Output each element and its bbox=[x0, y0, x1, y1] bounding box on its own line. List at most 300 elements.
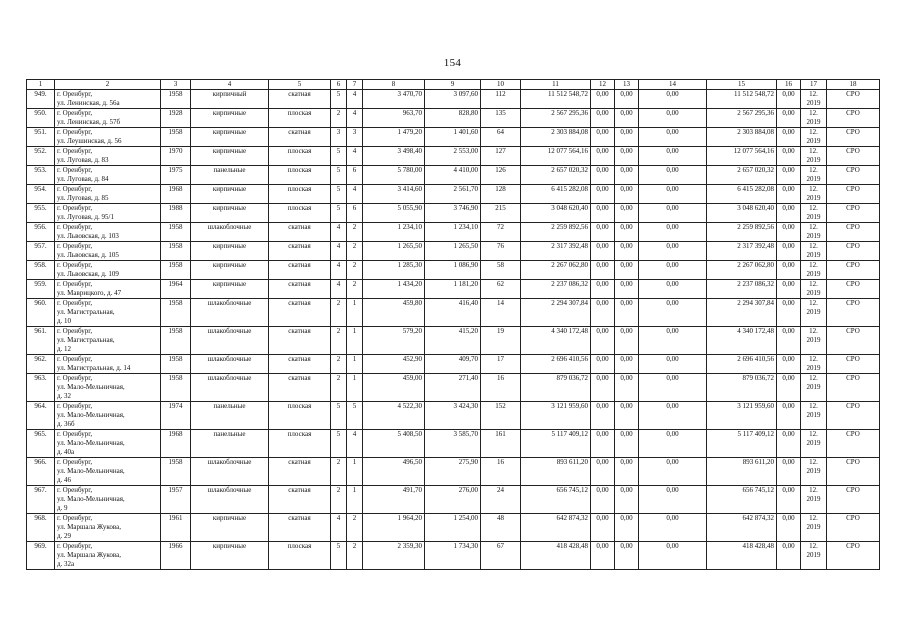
entrances-cell: 4 bbox=[347, 185, 363, 204]
table-row bbox=[27, 514, 880, 542]
total-area-cell: 459,80 bbox=[363, 299, 425, 327]
living-area-cell: 415,20 bbox=[425, 327, 481, 355]
address-line: д. 32 bbox=[57, 392, 72, 400]
planned-period-line: 2019 bbox=[806, 194, 821, 202]
repair-cost-cell: 6 415 282,08 bbox=[521, 185, 591, 204]
residents-cell: 24 bbox=[481, 486, 521, 514]
repair-cost-cell: 893 611,20 bbox=[521, 458, 591, 486]
total-area-cell: 5 408,50 bbox=[363, 430, 425, 458]
entrances-cell: 4 bbox=[347, 109, 363, 128]
value-col14-cell: 0,00 bbox=[639, 242, 707, 261]
address-cell bbox=[55, 204, 161, 223]
address-line: г. Оренбург, bbox=[57, 402, 93, 410]
address-line: г. Оренбург, bbox=[57, 514, 93, 522]
planned-period-cell bbox=[801, 223, 827, 242]
living-area-cell: 828,80 bbox=[425, 109, 481, 128]
planned-period-cell bbox=[801, 166, 827, 185]
planned-period-cell bbox=[801, 486, 827, 514]
address-line: д. 10 bbox=[57, 317, 72, 325]
year-built-cell: 1958 bbox=[161, 458, 191, 486]
wall-material-cell: кирпичные bbox=[191, 542, 269, 570]
value-col12-cell: 0,00 bbox=[591, 458, 615, 486]
value-col16-cell: 0,00 bbox=[777, 261, 801, 280]
residents-cell: 17 bbox=[481, 355, 521, 374]
value-col14-cell: 0,00 bbox=[639, 261, 707, 280]
entrances-cell: 2 bbox=[347, 280, 363, 299]
value-col13-cell: 0,00 bbox=[615, 261, 639, 280]
address-line: г. Оренбург, bbox=[57, 204, 93, 212]
year-built-cell: 1958 bbox=[161, 242, 191, 261]
repair-cost-cell: 2 237 086,32 bbox=[521, 280, 591, 299]
planned-period-line: 2019 bbox=[806, 551, 821, 559]
planned-period-line: 2019 bbox=[806, 156, 821, 164]
address-line: г. Оренбург, bbox=[57, 355, 93, 363]
residents-cell: 135 bbox=[481, 109, 521, 128]
value-col13-cell: 0,00 bbox=[615, 223, 639, 242]
planned-period-line: 12. bbox=[809, 147, 818, 155]
address-cell bbox=[55, 280, 161, 299]
living-area-cell: 2 553,00 bbox=[425, 147, 481, 166]
entrances-cell: 5 bbox=[347, 402, 363, 430]
repair-cost-cell: 12 077 564,16 bbox=[521, 147, 591, 166]
value-col16-cell: 0,00 bbox=[777, 486, 801, 514]
value-col16-cell: 0,00 bbox=[777, 430, 801, 458]
planned-period-line: 12. bbox=[809, 514, 818, 522]
planned-period-line: 2019 bbox=[806, 232, 821, 240]
repair-cost-cell: 2 567 295,36 bbox=[521, 109, 591, 128]
roof-type-cell: плоская bbox=[269, 402, 331, 430]
row-number-cell: 959. bbox=[27, 280, 55, 299]
total-cost-cell: 12 077 564,16 bbox=[707, 147, 777, 166]
column-header: 1 bbox=[27, 80, 55, 90]
address-line: г. Оренбург, bbox=[57, 299, 93, 307]
address-line: ул. Луговая, д. 83 bbox=[57, 156, 109, 164]
address-cell bbox=[55, 402, 161, 430]
value-col13-cell: 0,00 bbox=[615, 109, 639, 128]
value-col14-cell: 0,00 bbox=[639, 486, 707, 514]
year-built-cell: 1958 bbox=[161, 355, 191, 374]
planned-period-line: 2019 bbox=[806, 118, 821, 126]
column-header: 15 bbox=[707, 80, 777, 90]
planned-period-cell bbox=[801, 185, 827, 204]
funding-method-cell: СРО bbox=[827, 261, 880, 280]
planned-period-line: 12. bbox=[809, 542, 818, 550]
planned-period-line: 2019 bbox=[806, 336, 821, 344]
residents-cell: 67 bbox=[481, 542, 521, 570]
entrances-cell: 2 bbox=[347, 223, 363, 242]
address-line: ул. Маврицкого, д. 47 bbox=[57, 289, 122, 297]
address-line: ул. Мало-Мельничная, bbox=[57, 411, 125, 419]
address-cell bbox=[55, 261, 161, 280]
entrances-cell: 6 bbox=[347, 166, 363, 185]
roof-type-cell: плоская bbox=[269, 542, 331, 570]
address-cell bbox=[55, 223, 161, 242]
row-number-cell: 960. bbox=[27, 299, 55, 327]
value-col13-cell: 0,00 bbox=[615, 90, 639, 109]
value-col14-cell: 0,00 bbox=[639, 90, 707, 109]
value-col12-cell: 0,00 bbox=[591, 166, 615, 185]
value-col13-cell: 0,00 bbox=[615, 242, 639, 261]
roof-type-cell: скатная bbox=[269, 299, 331, 327]
roof-type-cell: скатная bbox=[269, 355, 331, 374]
planned-period-line: 12. bbox=[809, 109, 818, 117]
planned-period-line: 12. bbox=[809, 355, 818, 363]
row-number-cell: 965. bbox=[27, 430, 55, 458]
address-cell bbox=[55, 458, 161, 486]
living-area-cell: 1 234,10 bbox=[425, 223, 481, 242]
planned-period-cell bbox=[801, 280, 827, 299]
total-cost-cell: 2 259 892,56 bbox=[707, 223, 777, 242]
entrances-cell: 1 bbox=[347, 458, 363, 486]
address-cell bbox=[55, 185, 161, 204]
repair-cost-cell: 642 874,32 bbox=[521, 514, 591, 542]
total-area-cell: 2 359,30 bbox=[363, 542, 425, 570]
floors-cell: 2 bbox=[331, 355, 347, 374]
total-cost-cell: 2 567 295,36 bbox=[707, 109, 777, 128]
living-area-cell: 3 746,90 bbox=[425, 204, 481, 223]
total-cost-cell: 2 294 307,84 bbox=[707, 299, 777, 327]
planned-period-line: 2019 bbox=[806, 213, 821, 221]
wall-material-cell: кирпичные bbox=[191, 280, 269, 299]
repair-cost-cell: 2 696 410,56 bbox=[521, 355, 591, 374]
floors-cell: 2 bbox=[331, 486, 347, 514]
total-cost-cell: 879 036,72 bbox=[707, 374, 777, 402]
year-built-cell: 1958 bbox=[161, 299, 191, 327]
column-header: 17 bbox=[801, 80, 827, 90]
year-built-cell: 1970 bbox=[161, 147, 191, 166]
value-col13-cell: 0,00 bbox=[615, 166, 639, 185]
roof-type-cell: скатная bbox=[269, 280, 331, 299]
repair-cost-cell: 2 317 392,48 bbox=[521, 242, 591, 261]
value-col13-cell: 0,00 bbox=[615, 355, 639, 374]
entrances-cell: 2 bbox=[347, 542, 363, 570]
living-area-cell: 3 585,70 bbox=[425, 430, 481, 458]
column-header: 7 bbox=[347, 80, 363, 90]
residents-cell: 19 bbox=[481, 327, 521, 355]
table-row bbox=[27, 374, 880, 402]
total-cost-cell: 2 657 020,32 bbox=[707, 166, 777, 185]
address-line: ул. Магистральная, bbox=[57, 336, 115, 344]
planned-period-line: 12. bbox=[809, 261, 818, 269]
address-line: г. Оренбург, bbox=[57, 261, 93, 269]
address-line: ул. Луговая, д. 95/1 bbox=[57, 213, 115, 221]
floors-cell: 4 bbox=[331, 514, 347, 542]
value-col13-cell: 0,00 bbox=[615, 486, 639, 514]
value-col16-cell: 0,00 bbox=[777, 204, 801, 223]
repair-cost-cell: 11 512 548,72 bbox=[521, 90, 591, 109]
roof-type-cell: скатная bbox=[269, 261, 331, 280]
address-line: ул. Магистральная, д. 14 bbox=[57, 364, 131, 372]
wall-material-cell: шлакоблочные bbox=[191, 374, 269, 402]
entrances-cell: 4 bbox=[347, 147, 363, 166]
year-built-cell: 1968 bbox=[161, 430, 191, 458]
funding-method-cell: СРО bbox=[827, 223, 880, 242]
address-line: г. Оренбург, bbox=[57, 128, 93, 136]
repair-cost-cell: 3 048 620,40 bbox=[521, 204, 591, 223]
roof-type-cell: скатная bbox=[269, 514, 331, 542]
address-line: д. 46 bbox=[57, 476, 72, 484]
entrances-cell: 2 bbox=[347, 514, 363, 542]
address-cell bbox=[55, 327, 161, 355]
address-line: д. 9 bbox=[57, 504, 68, 512]
living-area-cell: 3 424,30 bbox=[425, 402, 481, 430]
value-col16-cell: 0,00 bbox=[777, 223, 801, 242]
value-col13-cell: 0,00 bbox=[615, 327, 639, 355]
wall-material-cell: шлакоблочные bbox=[191, 458, 269, 486]
value-col14-cell: 0,00 bbox=[639, 430, 707, 458]
row-number-cell: 961. bbox=[27, 327, 55, 355]
address-line: ул. Мало-Мельничная, bbox=[57, 495, 125, 503]
value-col13-cell: 0,00 bbox=[615, 147, 639, 166]
value-col13-cell: 0,00 bbox=[615, 374, 639, 402]
address-line: ул. Луговая, д. 84 bbox=[57, 175, 109, 183]
planned-period-cell bbox=[801, 261, 827, 280]
planned-period-line: 12. bbox=[809, 128, 818, 136]
wall-material-cell: панельные bbox=[191, 166, 269, 185]
planned-period-cell bbox=[801, 147, 827, 166]
planned-period-line: 2019 bbox=[806, 137, 821, 145]
total-area-cell: 1 265,50 bbox=[363, 242, 425, 261]
value-col16-cell: 0,00 bbox=[777, 374, 801, 402]
value-col12-cell: 0,00 bbox=[591, 514, 615, 542]
repair-cost-cell: 5 117 409,12 bbox=[521, 430, 591, 458]
entrances-cell: 2 bbox=[347, 242, 363, 261]
residents-cell: 14 bbox=[481, 299, 521, 327]
row-number-cell: 952. bbox=[27, 147, 55, 166]
address-line: ул. Мало-Мельничная, bbox=[57, 439, 125, 447]
repair-cost-cell: 2 294 307,84 bbox=[521, 299, 591, 327]
value-col16-cell: 0,00 bbox=[777, 458, 801, 486]
living-area-cell: 1 401,60 bbox=[425, 128, 481, 147]
floors-cell: 3 bbox=[331, 128, 347, 147]
value-col16-cell: 0,00 bbox=[777, 280, 801, 299]
row-number-cell: 967. bbox=[27, 486, 55, 514]
planned-period-line: 12. bbox=[809, 166, 818, 174]
column-header: 9 bbox=[425, 80, 481, 90]
value-col14-cell: 0,00 bbox=[639, 327, 707, 355]
value-col13-cell: 0,00 bbox=[615, 128, 639, 147]
value-col12-cell: 0,00 bbox=[591, 280, 615, 299]
funding-method-cell: СРО bbox=[827, 402, 880, 430]
planned-period-line: 12. bbox=[809, 223, 818, 231]
value-col12-cell: 0,00 bbox=[591, 223, 615, 242]
address-cell bbox=[55, 299, 161, 327]
column-header: 10 bbox=[481, 80, 521, 90]
roof-type-cell: скатная bbox=[269, 223, 331, 242]
wall-material-cell: кирпичные bbox=[191, 147, 269, 166]
floors-cell: 5 bbox=[331, 402, 347, 430]
row-number-cell: 968. bbox=[27, 514, 55, 542]
funding-method-cell: СРО bbox=[827, 109, 880, 128]
living-area-cell: 416,40 bbox=[425, 299, 481, 327]
living-area-cell: 3 097,60 bbox=[425, 90, 481, 109]
planned-period-line: 12. bbox=[809, 90, 818, 98]
value-col12-cell: 0,00 bbox=[591, 402, 615, 430]
value-col12-cell: 0,00 bbox=[591, 327, 615, 355]
living-area-cell: 1 254,00 bbox=[425, 514, 481, 542]
table-row bbox=[27, 128, 880, 147]
address-line: г. Оренбург, bbox=[57, 542, 93, 550]
floors-cell: 5 bbox=[331, 90, 347, 109]
entrances-cell: 1 bbox=[347, 486, 363, 514]
planned-period-line: 2019 bbox=[806, 467, 821, 475]
roof-type-cell: скатная bbox=[269, 458, 331, 486]
living-area-cell: 276,00 bbox=[425, 486, 481, 514]
table-row bbox=[27, 430, 880, 458]
total-area-cell: 5 780,00 bbox=[363, 166, 425, 185]
address-cell bbox=[55, 374, 161, 402]
funding-method-cell: СРО bbox=[827, 90, 880, 109]
year-built-cell: 1966 bbox=[161, 542, 191, 570]
funding-method-cell: СРО bbox=[827, 430, 880, 458]
planned-period-line: 2019 bbox=[806, 175, 821, 183]
address-line: ул. Магистральная, bbox=[57, 308, 115, 316]
row-number-cell: 954. bbox=[27, 185, 55, 204]
value-col16-cell: 0,00 bbox=[777, 327, 801, 355]
year-built-cell: 1957 bbox=[161, 486, 191, 514]
total-area-cell: 1 479,20 bbox=[363, 128, 425, 147]
total-area-cell: 452,90 bbox=[363, 355, 425, 374]
wall-material-cell: шлакоблочные bbox=[191, 486, 269, 514]
address-cell bbox=[55, 486, 161, 514]
residents-cell: 72 bbox=[481, 223, 521, 242]
value-col14-cell: 0,00 bbox=[639, 542, 707, 570]
column-header: 18 bbox=[827, 80, 880, 90]
repair-cost-cell: 3 121 959,60 bbox=[521, 402, 591, 430]
table-body bbox=[27, 90, 880, 570]
floors-cell: 5 bbox=[331, 166, 347, 185]
total-area-cell: 3 414,60 bbox=[363, 185, 425, 204]
total-cost-cell: 2 696 410,56 bbox=[707, 355, 777, 374]
wall-material-cell: кирпичные bbox=[191, 514, 269, 542]
funding-method-cell: СРО bbox=[827, 486, 880, 514]
table-row bbox=[27, 402, 880, 430]
planned-period-cell bbox=[801, 374, 827, 402]
value-col12-cell: 0,00 bbox=[591, 299, 615, 327]
living-area-cell: 1 265,50 bbox=[425, 242, 481, 261]
year-built-cell: 1958 bbox=[161, 128, 191, 147]
value-col12-cell: 0,00 bbox=[591, 242, 615, 261]
table-row bbox=[27, 299, 880, 327]
table-header-row bbox=[27, 80, 880, 90]
funding-method-cell: СРО bbox=[827, 185, 880, 204]
address-line: д. 12 bbox=[57, 345, 72, 353]
value-col16-cell: 0,00 bbox=[777, 402, 801, 430]
total-cost-cell: 642 874,32 bbox=[707, 514, 777, 542]
year-built-cell: 1958 bbox=[161, 90, 191, 109]
planned-period-line: 2019 bbox=[806, 99, 821, 107]
total-cost-cell: 3 048 620,40 bbox=[707, 204, 777, 223]
address-line: д. 40а bbox=[57, 448, 75, 456]
entrances-cell: 2 bbox=[347, 261, 363, 280]
address-line: г. Оренбург, bbox=[57, 458, 93, 466]
value-col16-cell: 0,00 bbox=[777, 166, 801, 185]
planned-period-cell bbox=[801, 458, 827, 486]
wall-material-cell: кирпичные bbox=[191, 128, 269, 147]
address-line: ул. Ленинская, д. 57б bbox=[57, 118, 121, 126]
value-col12-cell: 0,00 bbox=[591, 147, 615, 166]
funding-method-cell: СРО bbox=[827, 166, 880, 185]
address-line: ул. Маршала Жукова, bbox=[57, 551, 121, 559]
address-line: ул. Мало-Мельничная, bbox=[57, 467, 125, 475]
wall-material-cell: кирпичные bbox=[191, 185, 269, 204]
total-area-cell: 459,00 bbox=[363, 374, 425, 402]
planned-period-line: 12. bbox=[809, 374, 818, 382]
roof-type-cell: скатная bbox=[269, 374, 331, 402]
address-cell bbox=[55, 430, 161, 458]
value-col16-cell: 0,00 bbox=[777, 147, 801, 166]
funding-method-cell: СРО bbox=[827, 299, 880, 327]
residents-cell: 48 bbox=[481, 514, 521, 542]
value-col12-cell: 0,00 bbox=[591, 374, 615, 402]
column-header: 4 bbox=[191, 80, 269, 90]
value-col14-cell: 0,00 bbox=[639, 374, 707, 402]
floors-cell: 4 bbox=[331, 242, 347, 261]
planned-period-cell bbox=[801, 90, 827, 109]
total-area-cell: 496,50 bbox=[363, 458, 425, 486]
value-col14-cell: 0,00 bbox=[639, 280, 707, 299]
value-col14-cell: 0,00 bbox=[639, 204, 707, 223]
floors-cell: 4 bbox=[331, 280, 347, 299]
total-area-cell: 3 498,40 bbox=[363, 147, 425, 166]
value-col12-cell: 0,00 bbox=[591, 355, 615, 374]
roof-type-cell: плоская bbox=[269, 430, 331, 458]
table-row bbox=[27, 109, 880, 128]
wall-material-cell: шлакоблочные bbox=[191, 299, 269, 327]
total-cost-cell: 893 611,20 bbox=[707, 458, 777, 486]
table-row bbox=[27, 204, 880, 223]
roof-type-cell: скатная bbox=[269, 128, 331, 147]
floors-cell: 5 bbox=[331, 204, 347, 223]
address-line: г. Оренбург, bbox=[57, 374, 93, 382]
planned-period-line: 12. bbox=[809, 185, 818, 193]
table-row bbox=[27, 185, 880, 204]
column-header: 12 bbox=[591, 80, 615, 90]
value-col14-cell: 0,00 bbox=[639, 147, 707, 166]
value-col16-cell: 0,00 bbox=[777, 90, 801, 109]
entrances-cell: 4 bbox=[347, 90, 363, 109]
row-number-cell: 949. bbox=[27, 90, 55, 109]
repair-cost-cell: 879 036,72 bbox=[521, 374, 591, 402]
funding-method-cell: СРО bbox=[827, 355, 880, 374]
funding-method-cell: СРО bbox=[827, 374, 880, 402]
value-col12-cell: 0,00 bbox=[591, 128, 615, 147]
planned-period-line: 12. bbox=[809, 299, 818, 307]
address-cell bbox=[55, 355, 161, 374]
floors-cell: 5 bbox=[331, 185, 347, 204]
planned-period-line: 2019 bbox=[806, 270, 821, 278]
address-line: г. Оренбург, bbox=[57, 147, 93, 155]
value-col12-cell: 0,00 bbox=[591, 185, 615, 204]
funding-method-cell: СРО bbox=[827, 242, 880, 261]
roof-type-cell: плоская bbox=[269, 204, 331, 223]
value-col13-cell: 0,00 bbox=[615, 280, 639, 299]
floors-cell: 5 bbox=[331, 147, 347, 166]
table-row bbox=[27, 242, 880, 261]
planned-period-cell bbox=[801, 327, 827, 355]
column-header: 14 bbox=[639, 80, 707, 90]
year-built-cell: 1958 bbox=[161, 327, 191, 355]
roof-type-cell: скатная bbox=[269, 486, 331, 514]
entrances-cell: 1 bbox=[347, 299, 363, 327]
value-col16-cell: 0,00 bbox=[777, 514, 801, 542]
address-line: г. Оренбург, bbox=[57, 166, 93, 174]
column-header: 8 bbox=[363, 80, 425, 90]
value-col14-cell: 0,00 bbox=[639, 109, 707, 128]
address-cell bbox=[55, 542, 161, 570]
wall-material-cell: панельные bbox=[191, 430, 269, 458]
planned-period-line: 2019 bbox=[806, 495, 821, 503]
